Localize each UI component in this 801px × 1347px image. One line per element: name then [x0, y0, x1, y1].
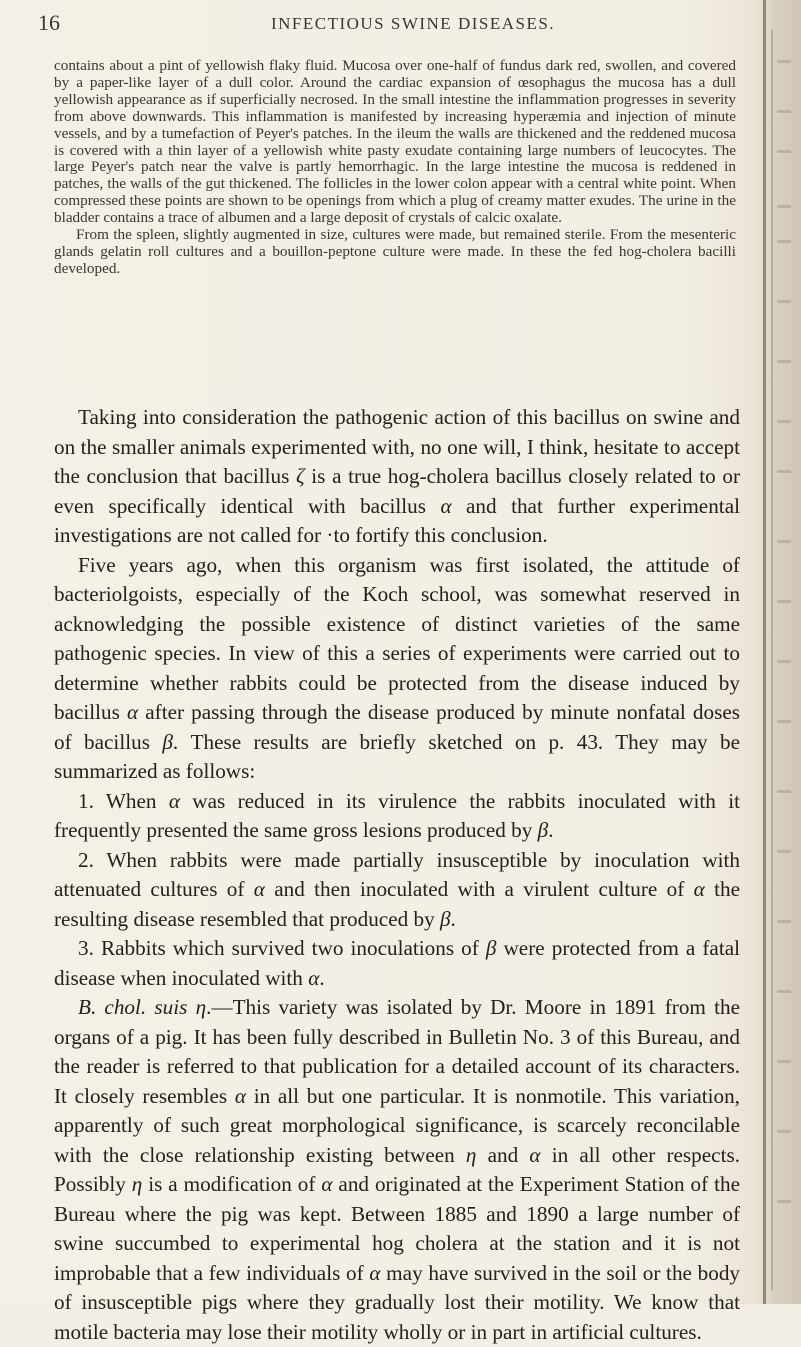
symbol-zeta: ζ: [296, 464, 305, 488]
symbol-alpha: α: [127, 700, 139, 724]
main-text-block: [54, 403, 740, 1347]
variety-paragraph: B. chol. suis η.—This variety was isolated by Dr. Moore in 1891 from the organs of a pig. It has been fully described in Bulletin No. 3 of this Bureau, and the reader is referred to that publication for a detailed account of its characters. It closely resembles α in all but one particular. It is nonmotile. This variation, apparently of such great morphological significance, is scarcely reconcilable with the close relationship existing between η and α in all other respects. Possibly η is a modification of α and originated at the Experiment Station of the Bureau where the pig was kept. Between 1885 and 1890 a large number of swine succumbed to experimental hog cholera at the station and it is not improbable that a few individuals of α may have survived in the soil or the body of insusceptible pigs where they gradually lost their motility. We know that motile bacteria may lose their motility wholly or in part in artificial cultures.: [54, 995, 741, 1344]
symbol-eta: η: [195, 995, 207, 1019]
result-item-1: 1. When α was reduced in its virulence the rabbits inoculated with it frequently presented the same gross lesions produced by β.: [54, 788, 740, 842]
gutter-shadow-line: [771, 30, 773, 1290]
result-item-2: 2. When rabbits were made partially insusceptible by inoculation with attenuated cultures of α and then inoculated with a virulent culture of α the resulting disease resembled that produced by β.: [54, 847, 740, 931]
small-print-block: [54, 58, 736, 278]
symbol-alpha: α: [440, 493, 452, 518]
history-paragraph: Five years ago, when this organism was first isolated, the attitude of bacteriolgoists, especially of the Koch school, was somewhat reserved in acknowledging the possible existence of distinct varieties of the same pathogenic species. In view of this a series of experiments were carried out to determine whether rabbits could be protected from the disease induced by bacillus α after passing through the disease produced by minute nonfatal doses of bacillus β. These results are briefly sketched on p. 43. They may be summarized as follows:: [54, 552, 740, 783]
conclusion-paragraph: Taking into consideration the pathogenic action of this bacillus on swine and on the smaller animals experimented with, no one will, I think, hesitate to accept the conclusion that bacillus ζ is a true hog-cholera bacillus closely related to or even specifically identical with bacillus α and that further experimental investigations are not called for ·to fortify this conclusion.: [54, 405, 740, 547]
running-title: INFECTIOUS SWINE DISEASES.: [270, 14, 556, 33]
culture-paragraph: From the spleen, slightly augmented in size, cultures were made, but remained sterile. From the mesenteric glands gelatin roll cultures and a bouillon-peptone culture were made. In these the fed hog-cholera bacilli developed.: [54, 226, 736, 277]
species-name: B. chol. suis: [78, 995, 188, 1019]
binding-gutter: [757, 0, 801, 1304]
symbol-beta: β: [162, 729, 173, 754]
necropsy-paragraph: contains about a pint of yellowish flaky fluid. Mucosa over one-half of fundus dark red, swollen, and covered by a paper-like layer of a dull color. Around the cardiac expansion of œsophagus the mucosa has a dull yellowish appearance as if superficially necrosed. In the small intestine the inflammation progresses in severity from above downwards. This inflammation is manifested by increasing hyperæmia and injection of minute vessels, and by a tumefaction of Peyer's patches. In the ileum the walls are thickened and the reddened mucosa is covered with a thin layer of a yellowish white pasty exudate containing large numbers of leucocytes. The large Peyer's patch near the valve is partly hemorrhagic. In the large intestine the mucosa is reddened in patches, the walls of the gut thickened. The follicles in the lower colon appear with a central white point. When compressed these points are shown to be openings from which a plug of creamy matter exudes. The urine in the bladder contains a trace of albumen and a large deposit of crystals of calcic oxalate.: [54, 57, 736, 227]
gutter-edge-line: [763, 0, 766, 1304]
result-item-3: 3. Rabbits which survived two inoculations of β were protected from a fatal disease when inoculated with α.: [54, 936, 740, 990]
page-header: [38, 10, 738, 40]
page-number: 16: [38, 10, 60, 35]
